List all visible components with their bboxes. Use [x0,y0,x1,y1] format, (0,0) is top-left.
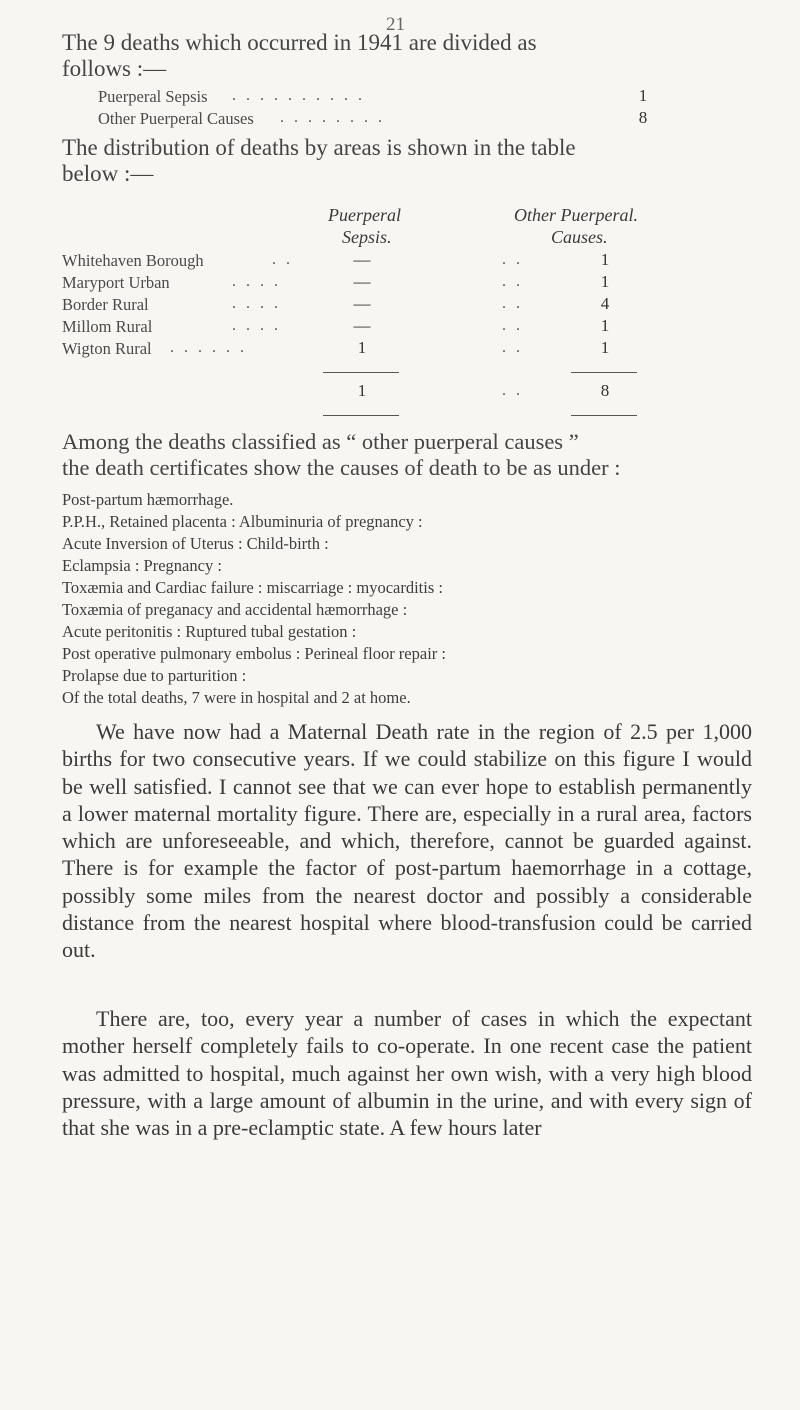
row-dots: . . . . [232,317,281,334]
cause-item: P.P.H., Retained placenta : Albuminuria of pregnancy : [62,512,423,531]
cause-item: Post operative pulmonary embolus : Perineal floor repair : [62,644,446,663]
sepsis-millom: — [353,316,371,335]
summary-label-other: Other Puerperal Causes [98,109,254,128]
intro-line-2: follows :— [62,56,167,81]
other-wigton: 1 [600,338,610,357]
area-border: Border Rural [62,295,149,314]
cause-item: Toxæmia and Cardiac failure : miscarriage : myocarditis : [62,578,443,597]
total-sep: . . [502,382,523,399]
sepsis-border: — [353,294,371,313]
summary-label-sepsis: Puerperal Sepsis [98,87,208,106]
intro-line-1: The 9 deaths which occurred in 1941 are divided as [62,30,537,55]
paragraph-co-operation [62,1005,752,1141]
total-rule-bottom-other [571,415,637,416]
header-sepsis-line2: Sepsis. [342,227,392,247]
paragraph-text: We have now had a Maternal Death rate in the region of 2.5 per 1,000 births for two consecutive years. If we could stabilize on this figure I would be well satisfied. I cannot see that we can ever hope to establish permanently a lower maternal mortality figure. There are, especially in a rural area, factors which are unforeseeable, and which, therefore, cannot be guarded against. There is for example the factor of post-partum haemorrhage in a cottage, possibly some miles from the nearest doctor and possibly a considerable distance from the nearest hospital where blood-transfusion could be carried out. [62,719,752,963]
sepsis-wigton: 1 [357,338,367,357]
header-sepsis-line1: Puerperal [328,205,401,225]
other-maryport: 1 [600,272,610,291]
cause-location-note: Of the total deaths, 7 were in hospital and 2 at home. [62,688,411,707]
row-dots: . . . . . . [170,339,247,356]
total-sepsis: 1 [357,381,367,400]
summary-value-other: 8 [638,108,648,127]
summary-dots-other: . . . . . . . . [280,109,385,126]
row-dots: . . . . [232,273,281,290]
cause-item: Prolapse due to parturition : [62,666,247,685]
total-rule-top-other [571,372,637,373]
row-dots: . . . . [232,295,281,312]
paragraph-text: There are, too, every year a number of cases in which the expectant mother herself completely fails to co-operate. In one recent case the patient was admitted to hospital, much against her own wish, with a very high blood pressure, with a large amount of albumin in the urine, and with every sign of that she was in a pre-eclamptic state. A few hours later [62,1006,752,1141]
summary-dots-sepsis: . . . . . . . . . . [232,87,365,104]
paragraph-maternal-death-rate [62,718,752,964]
cause-item: Toxæmia of preganacy and accidental hæmorrhage : [62,600,408,619]
row-sep: . . [502,317,523,334]
header-other-line2: Causes. [551,227,608,247]
cause-item: Acute Inversion of Uterus : Child-birth : [62,534,329,553]
page-number: 21 [386,14,405,35]
row-sep: . . [502,295,523,312]
area-maryport: Maryport Urban [62,273,170,292]
row-sep: . . [502,339,523,356]
total-rule-bottom-sepsis [323,415,399,416]
area-wigton: Wigton Rural [62,339,152,358]
causes-intro-line-2: the death certificates show the causes of death to be as under : [62,455,621,480]
cause-item: Eclampsia : Pregnancy : [62,556,222,575]
cause-item: Post-partum hæmorrhage. [62,490,234,509]
cause-item: Acute peritonitis : Ruptured tubal gestation : [62,622,357,641]
other-whitehaven: 1 [600,250,610,269]
header-other-line1: Other Puerperal. [514,205,638,225]
summary-value-sepsis: 1 [638,86,648,105]
distribution-line-1: The distribution of deaths by areas is shown in the table [62,135,576,160]
total-other: 8 [600,381,610,400]
total-rule-top-sepsis [323,372,399,373]
row-dots: . . [272,251,293,268]
row-sep: . . [502,251,523,268]
other-border: 4 [600,294,610,313]
sepsis-maryport: — [353,272,371,291]
other-millom: 1 [600,316,610,335]
distribution-line-2: below :— [62,161,154,186]
area-millom: Millom Rural [62,317,153,336]
area-whitehaven: Whitehaven Borough [62,251,204,270]
causes-intro-line-1: Among the deaths classified as “ other puerperal causes ” [62,429,579,454]
row-sep: . . [502,273,523,290]
sepsis-whitehaven: — [353,250,371,269]
